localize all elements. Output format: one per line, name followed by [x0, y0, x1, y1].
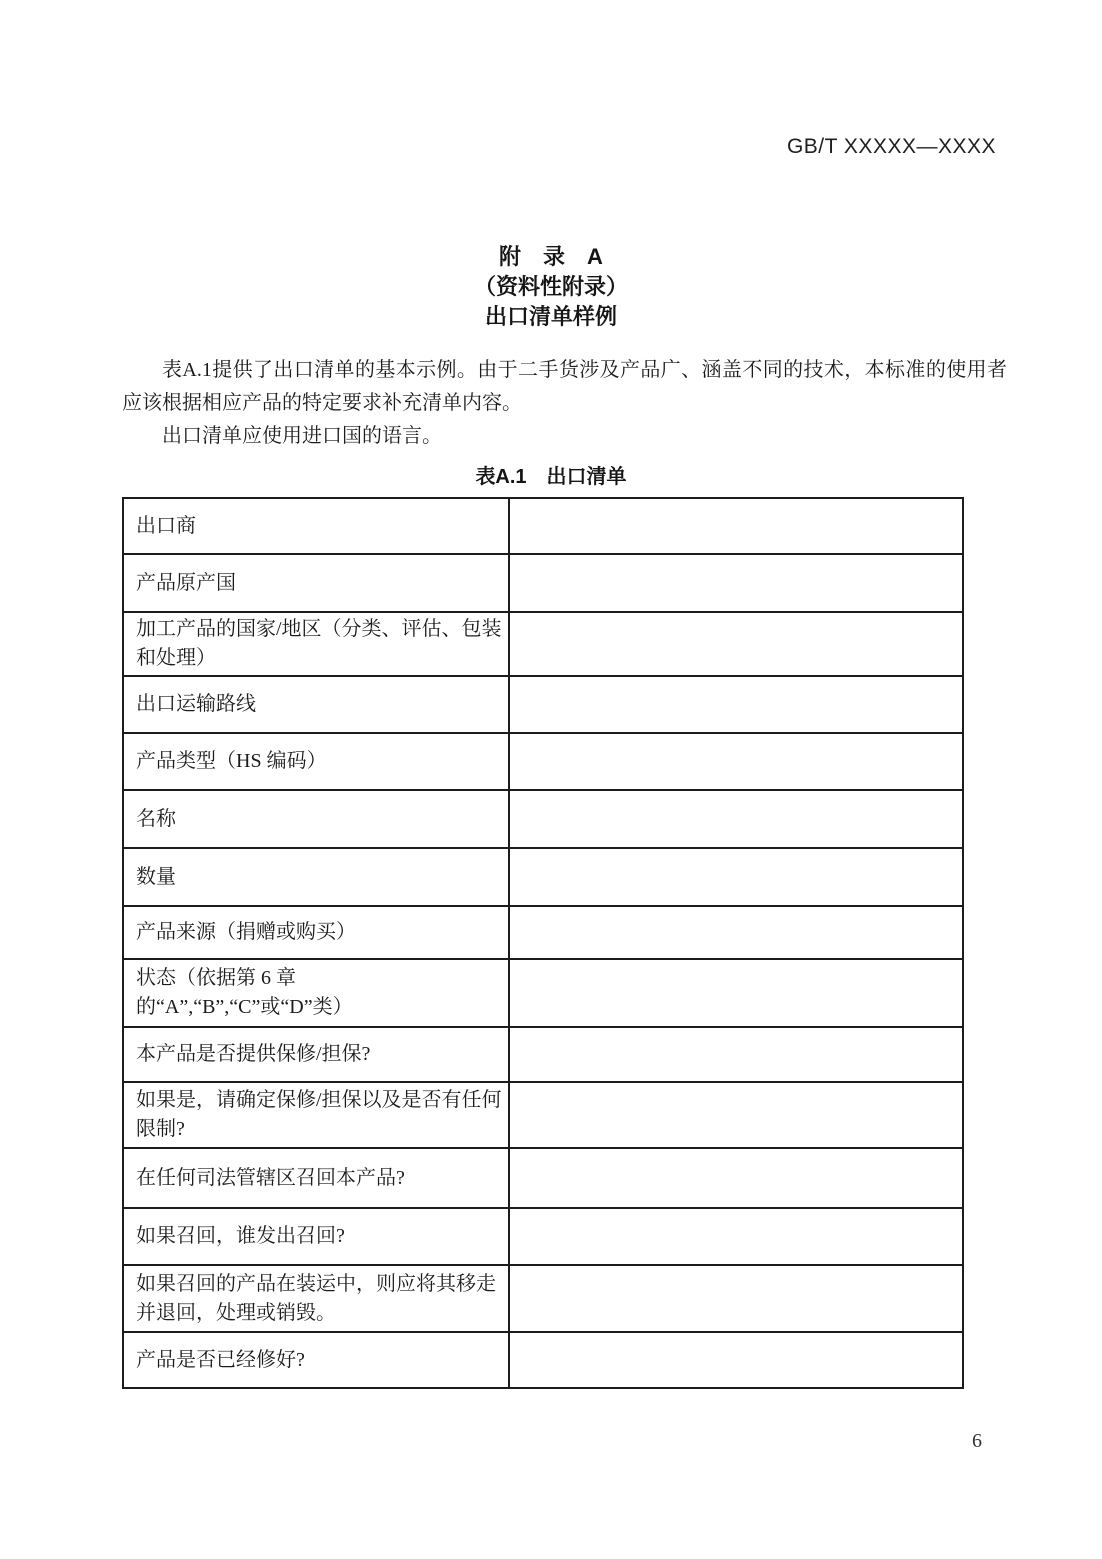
table-row — [123, 1148, 963, 1208]
row-value-cell — [509, 612, 963, 676]
row-label-cell: 名称 — [123, 790, 509, 848]
row-value-cell — [509, 906, 963, 959]
row-label-cell: 出口商 — [123, 498, 509, 554]
appendix-title: 附 录 A — [499, 244, 603, 269]
row-value-cell — [509, 733, 963, 790]
table-row — [123, 554, 963, 612]
row-label-cell: 产品类型（HS 编码） — [123, 733, 509, 790]
table-row — [123, 1332, 963, 1388]
row-label-cell: 产品是否已经修好? — [123, 1332, 509, 1388]
intro-text — [122, 354, 1007, 453]
row-value-cell — [509, 1082, 963, 1148]
row-label-cell: 如果是，请确定保修/担保以及是否有任何限制? — [123, 1082, 509, 1148]
row-value-cell — [509, 1332, 963, 1388]
row-label-cell: 如果召回，谁发出召回? — [123, 1208, 509, 1265]
page-number: 6 — [972, 1430, 982, 1452]
table-row — [123, 1027, 963, 1082]
intro-paragraph-2: 出口清单应使用进口国的语言。 — [162, 425, 442, 447]
row-label-cell: 本产品是否提供保修/担保? — [123, 1027, 509, 1082]
row-label-cell: 在任何司法管辖区召回本产品? — [123, 1148, 509, 1208]
row-value-cell — [509, 554, 963, 612]
table-row — [123, 1208, 963, 1265]
row-value-cell — [509, 790, 963, 848]
export-checklist-table — [122, 497, 964, 1389]
row-value-cell — [509, 676, 963, 733]
table-row — [123, 676, 963, 733]
table-row — [123, 498, 963, 554]
row-value-cell — [509, 959, 963, 1027]
row-value-cell — [509, 1027, 963, 1082]
intro-paragraph-1: 表A.1提供了出口清单的基本示例。由于二手货涉及产品广、涵盖不同的技术，本标准的使用者应该根据相应产品的特定要求补充清单内容。 — [122, 359, 1007, 414]
row-value-cell — [509, 1148, 963, 1208]
row-value-cell — [509, 498, 963, 554]
appendix-subtitle: （资料性附录） — [473, 274, 628, 299]
row-label-cell: 数量 — [123, 848, 509, 906]
row-value-cell — [509, 1265, 963, 1332]
table-row — [123, 848, 963, 906]
table-row — [123, 1082, 963, 1148]
row-value-cell — [509, 848, 963, 906]
table-caption: 表A.1 出口清单 — [475, 466, 627, 488]
table-row — [123, 733, 963, 790]
row-label-cell: 如果召回的产品在装运中，则应将其移走并退回，处理或销毁。 — [123, 1265, 509, 1332]
row-label-cell: 状态（依据第 6 章的“A”,“B”,“C”或“D”类） — [123, 959, 509, 1027]
table-row — [123, 612, 963, 676]
appendix-title-block — [0, 242, 1102, 332]
row-label-cell: 产品原产国 — [123, 554, 509, 612]
table-row — [123, 790, 963, 848]
row-value-cell — [509, 1208, 963, 1265]
appendix-name: 出口清单样例 — [484, 304, 617, 329]
row-label-cell: 出口运输路线 — [123, 676, 509, 733]
table-row — [123, 1265, 963, 1332]
row-label-cell: 加工产品的国家/地区（分类、评估、包装和处理） — [123, 612, 509, 676]
table-row — [123, 906, 963, 959]
doc-code-header: GB/T XXXXX—XXXX — [786, 135, 996, 158]
table-row — [123, 959, 963, 1027]
row-label-cell: 产品来源（捐赠或购买） — [123, 906, 509, 959]
